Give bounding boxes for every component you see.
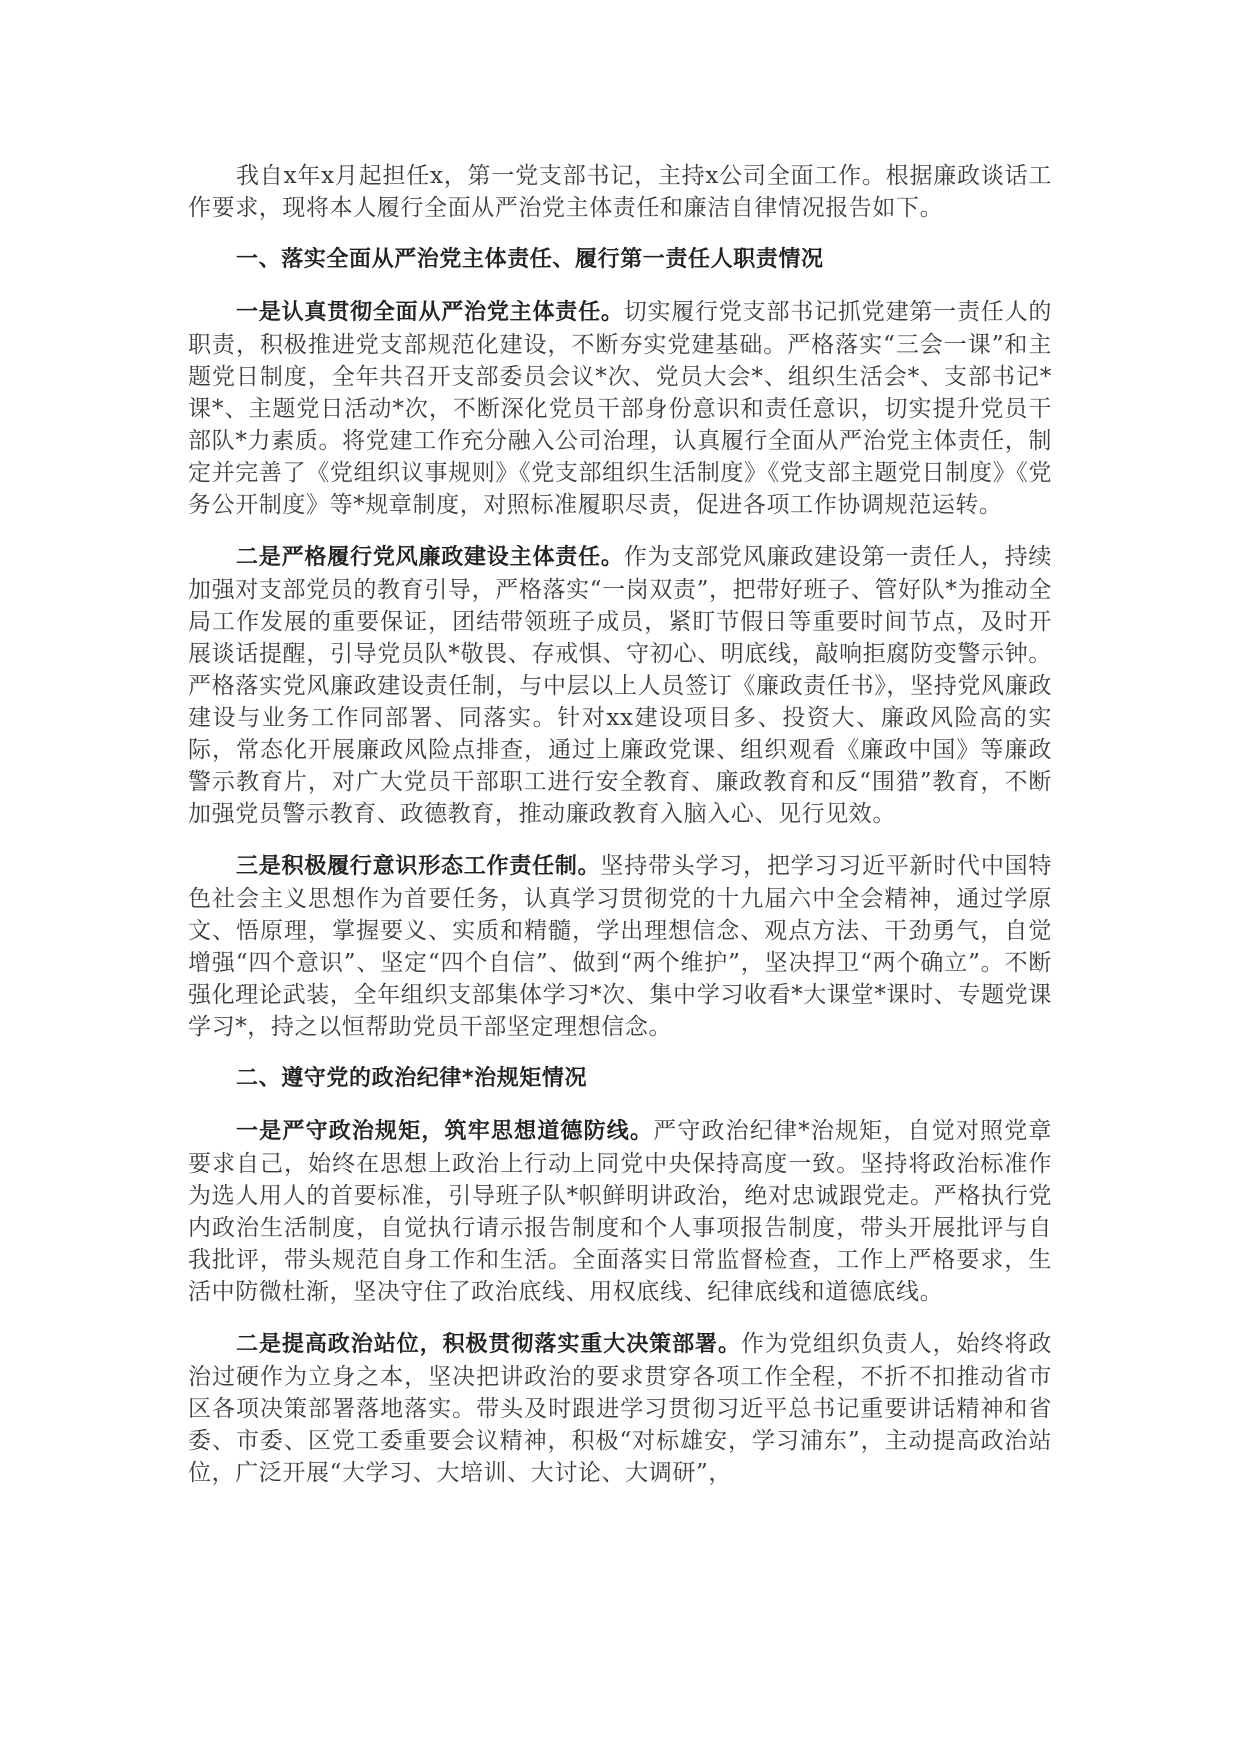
paragraph-body: 严守政治纪律*治规矩，自觉对照党章要求自己，始终在思想上政治上行动上同党中央保持高度一致。坚持将政治标准作为选人用人的首要标准，引导班子队*帜鲜明讲政治，绝对忠诚跟党走。严格执行党内政治生活制度，自觉执行请示报告制度和个人事项报告制度，带头开展批评与自我批评，带头规范自身工作和生活。全面落实日常监督检查，工作上严格要求，生活中防微杜渐，坚决守住了政治底线、用权底线、纪律底线和道德底线。 [188, 1118, 1052, 1305]
paragraph-body: 作为党组织负责人，始终将政治过硬作为立身之本，坚决把讲政治的要求贯穿各项工作全程，不折不扣推动省市区各项决策部署落地落实。带头及时跟进学习贯彻习近平总书记重要讲话精神和省委、市委、区党工委重要会议精神，积极“对标雄安，学习浦东”，主动提高政治站位，广泛开展“大学习、大培训、大讨论、大调研”， [188, 1331, 1052, 1486]
paragraph-lead: 一是严守政治规矩，筑牢思想道德防线。 [236, 1119, 654, 1144]
intro-paragraph: 我自x年x月起担任x，第一党支部书记，主持x公司全面工作。根据廉政谈话工作要求，现将本人履行全面从严治党主体责任和廉洁自律情况报告如下。 [188, 163, 1052, 221]
section-heading-2: 二、遵守党的政治纪律*治规矩情况 [236, 1066, 588, 1091]
paragraph-body: 坚持带头学习，把学习习近平新时代中国特色社会主义思想作为首要任务，认真学习贯彻党的十九届六中全会精神，通过学原文、悟原理，掌握要义、实质和精髓，学出理想信念、观点方法、干劲勇气，自觉增强“四个意识”、坚定“四个自信”、做到“两个维护”，坚决捍卫“两个确立”。不断强化理论武装，全年组织支部集体学习*次、集中学习收看*大课堂*课时、专题党课学习*，持之以恒帮助党员干部坚定理想信念。 [188, 853, 1052, 1040]
section-heading-1: 一、落实全面从严治党主体责任、履行第一责任人职责情况 [236, 247, 824, 272]
paragraph-1-3 [188, 850, 1052, 1043]
paragraph-lead: 三是积极履行意识形态工作责任制。 [236, 854, 601, 879]
paragraph-1-1 [188, 296, 1052, 521]
paragraph-lead: 一是认真贯彻全面从严治党主体责任。 [236, 300, 624, 325]
paragraph-1-2 [188, 541, 1052, 830]
paragraph-body: 作为支部党风廉政建设第一责任人，持续加强对支部党员的教育引导，严格落实“一岗双责”，把带好班子、管好队*为推动全局工作发展的重要保证，团结带领班子成员，紧盯节假日等重要时间节点，及时开展谈话提醒，引导党员队*敬畏、存戒惧、守初心、明底线，敲响拒腐防变警示钟。严格落实党风廉政建设责任制，与中层以上人员签订《廉政责任书》，坚持党风廉政建设与业务工作同部署、同落实。针对xx建设项目多、投资大、廉政风险高的实际，常态化开展廉政风险点排查，通过上廉政党课、组织观看《廉政中国》等廉政警示教育片，对广大党员干部职工进行安全教育、廉政教育和反“围猎”教育，不断加强党员警示教育、政德教育，推动廉政教育入脑入心、见行见效。 [188, 544, 1052, 827]
document-page [188, 160, 1052, 1509]
paragraph-body: 切实履行党支部书记抓党建第一责任人的职责，积极推进党支部规范化建设，不断夯实党建基础。严格落实“三会一课”和主题党日制度，全年共召开支部委员会议*次、党员大会*、组织生活会*、支部书记*课*、主题党日活动*次，不断深化党员干部身份意识和责任意识，切实提升党员干部队*力素质。将党建工作充分融入公司治理，认真履行全面从严治党主体责任，制定并完善了《党组织议事规则》《党支部组织生活制度》《党支部主题党日制度》《党务公开制度》等*规章制度，对照标准履职尽责，促进各项工作协调规范运转。 [188, 299, 1052, 518]
paragraph-lead: 二是提高政治站位，积极贯彻落实重大决策部署。 [236, 1332, 741, 1357]
paragraph-2-2 [188, 1328, 1052, 1489]
paragraph-lead: 二是严格履行党风廉政建设主体责任。 [236, 545, 624, 570]
paragraph-2-1 [188, 1115, 1052, 1308]
